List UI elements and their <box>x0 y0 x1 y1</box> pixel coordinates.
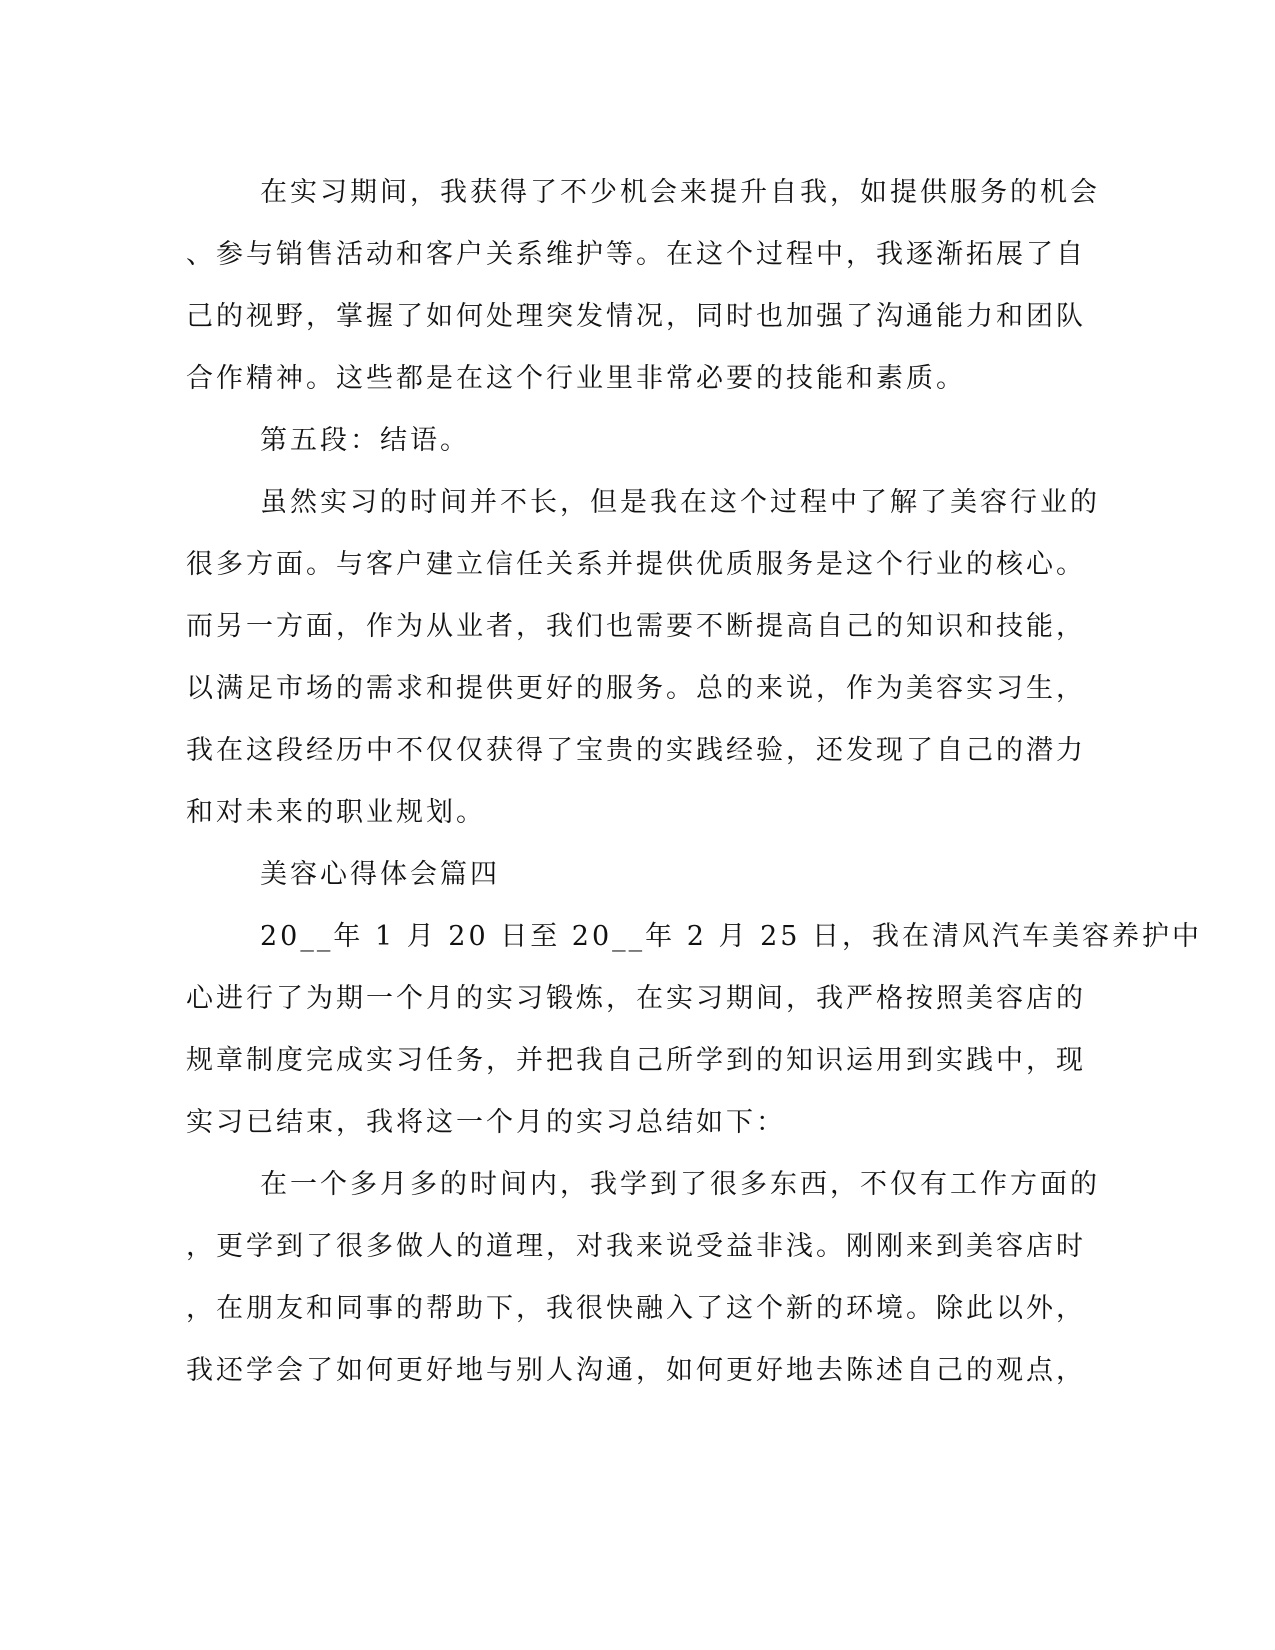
paragraph-line: 我在这段经历中不仅仅获得了宝贵的实践经验，还发现了自己的潜力 <box>186 735 1086 766</box>
paragraph-line: ，更学到了很多做人的道理，对我来说受益非浅。刚刚来到美容店时 <box>186 1231 1086 1262</box>
paragraph-line: 20__年 1 月 20 日至 20__年 2 月 25 日，我在清风汽车美容养护中 <box>260 921 1203 952</box>
paragraph-line: 我还学会了如何更好地与别人沟通，如何更好地去陈述自己的观点， <box>186 1355 1086 1386</box>
paragraph-line: 虽然实习的时间并不长，但是我在这个过程中了解了美容行业的 <box>260 487 1100 518</box>
paragraph-line: 合作精神。这些都是在这个行业里非常必要的技能和素质。 <box>186 363 966 394</box>
section-heading: 第五段：结语。 <box>260 425 470 456</box>
paragraph-line: 很多方面。与客户建立信任关系并提供优质服务是这个行业的核心。 <box>186 549 1086 580</box>
paragraph-line: 在实习期间，我获得了不少机会来提升自我，如提供服务的机会 <box>260 177 1100 208</box>
document-body <box>186 162 1203 1402</box>
paragraph-line: 而另一方面，作为从业者，我们也需要不断提高自己的知识和技能， <box>186 611 1086 642</box>
paragraph-line: 己的视野，掌握了如何处理突发情况，同时也加强了沟通能力和团队 <box>186 301 1086 332</box>
paragraph-line: 实习已结束，我将这一个月的实习总结如下： <box>186 1107 786 1138</box>
paragraph-line: 在一个多月多的时间内，我学到了很多东西，不仅有工作方面的 <box>260 1169 1100 1200</box>
paragraph-line: ，在朋友和同事的帮助下，我很快融入了这个新的环境。除此以外， <box>186 1293 1086 1324</box>
paragraph-line: 、参与销售活动和客户关系维护等。在这个过程中，我逐渐拓展了自 <box>186 239 1086 270</box>
section-title: 美容心得体会篇四 <box>260 859 500 890</box>
paragraph-line: 规章制度完成实习任务，并把我自己所学到的知识运用到实践中，现 <box>186 1045 1086 1076</box>
paragraph-line: 心进行了为期一个月的实习锻炼，在实习期间，我严格按照美容店的 <box>186 983 1086 1014</box>
paragraph-line: 以满足市场的需求和提供更好的服务。总的来说，作为美容实习生， <box>186 673 1086 704</box>
paragraph-line: 和对未来的职业规划。 <box>186 797 486 828</box>
